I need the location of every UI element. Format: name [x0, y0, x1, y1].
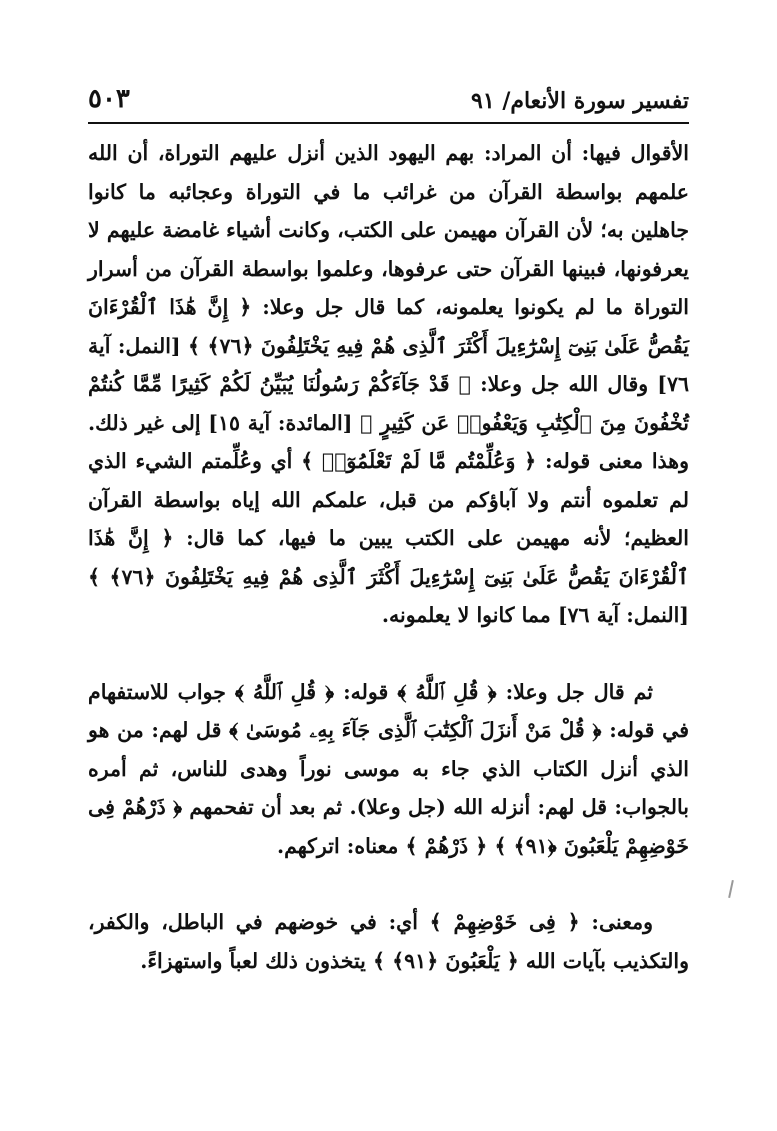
page-header [88, 84, 689, 124]
text-run: قل لهم: من هو الذي أنزل الكتاب الذي جاء به موسى نوراً وهدى للناس، ثم أمره بالجواب: قل لهم: أنزله الله (جل وعلا). ثم بعد أن تفحمهم [88, 718, 689, 819]
quran-verse: ﴿ يَلْعَبُونَ ﴿٩١﴾ ﴾ [373, 948, 519, 973]
text-run: [المائدة: آية ١٥] إلى غير ذلك. وهذا معنى قوله: [88, 410, 689, 473]
margin-mark [728, 880, 734, 898]
quran-verse: ﴿ قُلْ مَنْ أَنزَلَ ٱلْكِتَٰبَ ٱلَّذِى جَآءَ بِهِۦ مُوسَىٰ ﴾ [229, 718, 602, 742]
page-number: ٥٠٣ [88, 84, 130, 114]
quran-verse: ﴿ فِى خَوْضِهِمْ ﴾ [429, 910, 580, 934]
text-run: يتخذون ذلك لعباً واستهزاءً. [140, 948, 373, 973]
text-run: ثم قال جل وعلا: [496, 679, 654, 704]
quran-verse: ﴿ ذَرْهُمْ ﴾ [405, 833, 488, 858]
text-run: معناه: اتركهم. [276, 833, 406, 858]
text-run: الأقوال فيها: أن المراد: بهم اليهود الذين أنزل عليهم التوراة، أن الله علمهم بواسطة القرآن من غرائب ما في التوراة وعجائبه ما كانوا جاهلين به؛ لأن القرآن مهيمن على الكتب، وكانت أشياء غامضة عليهم لا يعرفونها، فبينها القرآن حتى عرفوها، وعلموا بواسطة القرآن من أسرار التوراة ما لم يكونوا يعلمونه، كما قال جل وعلا: [88, 141, 689, 319]
paragraph [88, 903, 689, 980]
text-run: [النمل: آية ٧٦] مما كانوا لا يعلمونه. [381, 603, 689, 627]
quran-verse: ﴿ قُلِ ٱللَّهُ ﴾ [234, 679, 335, 704]
quran-verse: ﴿ ذَرْهُمْ فِى خَوْضِهِمْ يَلْعَبُونَ ﴿٩١﴾ ﴾ [88, 795, 689, 858]
running-title: تفسير سورة الأنعام/ ٩١ [471, 88, 689, 114]
text-run: أي: في خوضهم في الباطل، والكفر، والتكذيب بآيات الله [88, 910, 689, 973]
body-text [88, 134, 689, 980]
paragraph [88, 673, 689, 866]
quran-verse: ﴿ قَدْ جَآءَكُمْ رَسُولُنَا يُبَيِّنُ لَكُمْ كَثِيرًا مِّمَّا كُنتُمْ تُخْفُونَ مِنَ ٱلْكِتَٰبِ وَيَعْفُوا۟ عَن كَثِيرٍ ﴾ [88, 372, 689, 435]
text-run: ومعنى: [579, 910, 653, 934]
text-run: [النمل: آية ٧٦] وقال الله جل وعلا: [88, 333, 690, 396]
quran-verse: ﴿ إِنَّ هَٰذَا ٱلْقُرْءَانَ يَقُصُّ عَلَىٰ بَنِىٓ إِسْرَٰٓءِيلَ أَكْثَرَ ٱلَّذِى هُمْ فِيهِ يَخْتَلِفُونَ ﴿٧٦﴾ ﴾ [88, 295, 689, 358]
quran-verse: ﴿ قُلِ ٱللَّهُ ﴾ [397, 679, 497, 704]
paragraph [88, 134, 689, 635]
text-run: أي وعُلِّمتم الشيء الذي لم تعلموه أنتم ولا آباؤكم من قبل، علمكم الله إياه بواسطة القرآن العظيم؛ لأنه مهيمن على الكتب يبين ما فيها، كما قال: [88, 449, 689, 550]
quran-verse: ﴿ إِنَّ هَٰذَا ٱلْقُرْءَانَ يَقُصُّ عَلَىٰ بَنِىٓ إِسْرَٰٓءِيلَ أَكْثَرَ ٱلَّذِى هُمْ فِيهِ يَخْتَلِفُونَ ﴿٧٦﴾ ﴾ [88, 526, 689, 589]
text-run: جواب للاستفهام في قوله: [88, 679, 690, 742]
text-run: قوله: [334, 679, 398, 704]
quran-verse: ﴿ وَعُلِّمْتُم مَّا لَمْ تَعْلَمُوٓا۟ ﴾ [301, 449, 537, 473]
